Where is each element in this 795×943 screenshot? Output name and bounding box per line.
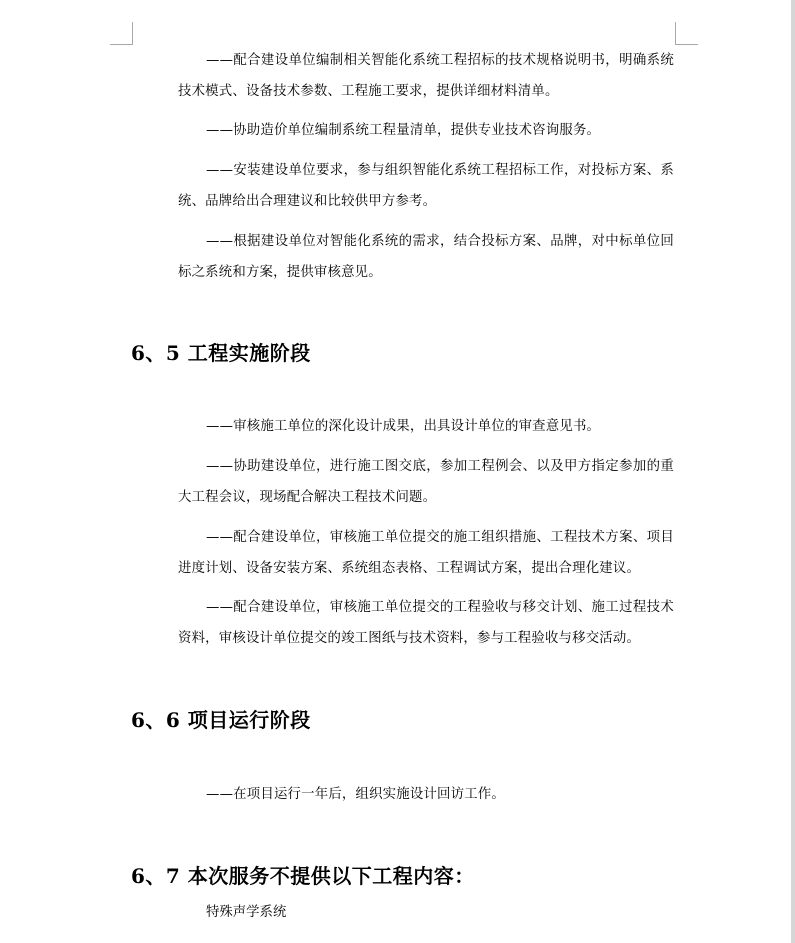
paragraph-construction-review: ——配合建设单位，审核施工单位提交的施工组织措施、工程技术方案、项目进度计划、设备安装方案、系统组态表格、工程调试方案，提出合理化建议。 [178,530,674,576]
list-item-excluded: 特殊声学系统 [206,905,287,920]
page-edge-shadow [791,0,795,943]
crop-mark-top-left [110,22,133,45]
paragraph-design-review: ——审核施工单位的深化设计成果，出具设计单位的审查意见书。 [206,419,601,434]
crop-mark-top-right [675,22,698,45]
heading-6-7: 6、7 本次服务不提供以下工程内容： [131,864,475,888]
paragraph-cost-list: ——协助造价单位编制系统工程量清单，提供专业技术咨询服务。 [206,123,601,138]
paragraph-return-visit: ——在项目运行一年后，组织实施设计回访工作。 [206,787,505,802]
paragraph-drawing-briefing: ——协助建设单位，进行施工图交底，参加工程例会、以及甲方指定参加的重大工程会议，现场配合解决工程技术问题。 [178,459,674,505]
heading-6-5: 6、5 工程实施阶段 [131,341,311,365]
paragraph-acceptance: ——配合建设单位，审核施工单位提交的工程验收与移交计划、施工过程技术资料，审核设计单位提交的竣工图纸与技术资料，参与工程验收与移交活动。 [178,600,674,646]
paragraph-review-bids: ——根据建设单位对智能化系统的需求，结合投标方案、品牌，对中标单位回标之系统和方案，提供审核意见。 [178,234,674,280]
heading-6-6: 6、6 项目运行阶段 [131,708,311,732]
paragraph-bidding: ——安装建设单位要求，参与组织智能化系统工程招标工作，对投标方案、系统、品牌给出合理建议和比较供甲方参考。 [178,163,674,209]
paragraph-tender-spec: ——配合建设单位编制相关智能化系统工程招标的技术规格说明书，明确系统技术模式、设备技术参数、工程施工要求，提供详细材料清单。 [178,53,674,99]
